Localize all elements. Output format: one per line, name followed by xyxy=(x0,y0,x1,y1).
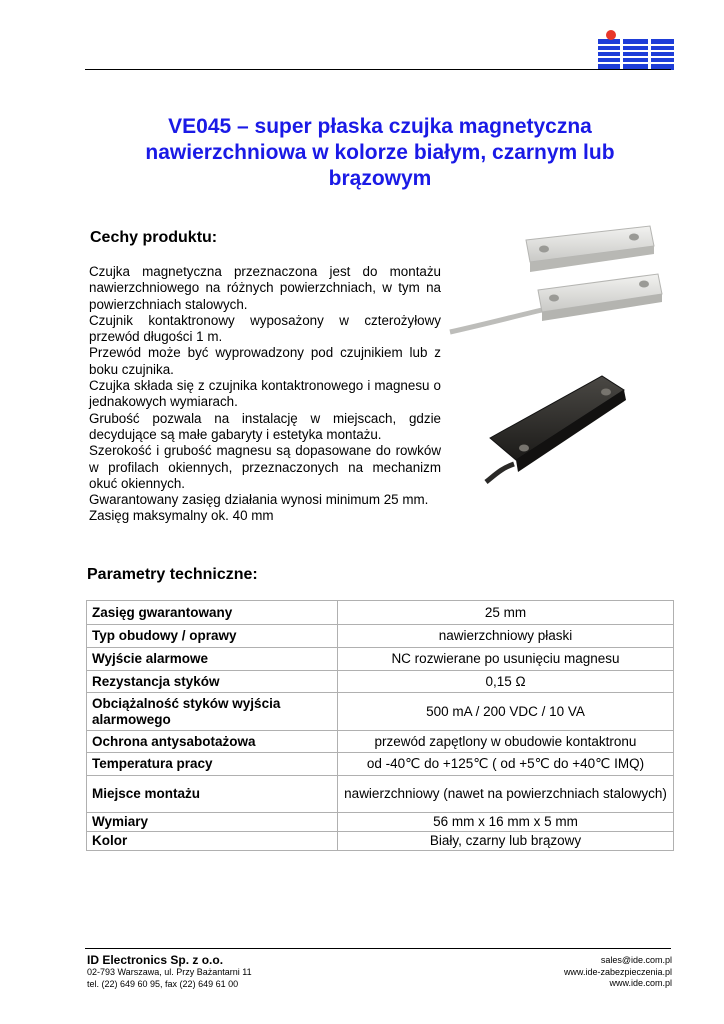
spec-label: Typ obudowy / oprawy xyxy=(87,625,338,648)
footer-website-link[interactable]: www.ide.com.pl xyxy=(609,978,672,988)
white-sensor xyxy=(450,274,662,332)
spec-value: Biały, czarny lub brązowy xyxy=(338,832,674,851)
footer-contact-block xyxy=(564,955,672,990)
footer-email[interactable]: sales@ide.com.pl xyxy=(600,955,672,965)
spec-label: Obciążalność styków wyjścia alarmowego xyxy=(87,693,338,731)
table-row xyxy=(87,601,674,625)
specs-heading: Parametry techniczne: xyxy=(87,566,258,583)
footer-phone: tel. (22) 649 60 95, fax (22) 649 61 00 xyxy=(87,978,239,989)
feature-paragraph: Zasięg maksymalny ok. 40 mm xyxy=(89,508,274,524)
spec-value: 25 mm xyxy=(338,601,674,625)
features-text xyxy=(89,264,441,525)
spec-label: Ochrona antysabotażowa xyxy=(87,731,338,753)
spec-table xyxy=(86,600,674,851)
spec-label: Kolor xyxy=(87,832,338,851)
feature-paragraph: Przewód może być wyprowadzony pod czujnikiem lub z boku czujnika. xyxy=(89,345,441,377)
feature-paragraph: Czujka składa się z czujnika kontaktronowego i magnesu o jednakowych wymiarach. xyxy=(89,378,441,410)
table-row xyxy=(87,625,674,648)
table-row xyxy=(87,832,674,851)
product-photo xyxy=(446,224,684,494)
spec-value: nawierzchniowy płaski xyxy=(338,625,674,648)
footer-address-block xyxy=(87,967,252,990)
table-row xyxy=(87,693,674,731)
feature-paragraph: Czujnik kontaktronowy wyposażony w czterożyłowy przewód długości 1 m. xyxy=(89,312,441,345)
header-divider xyxy=(85,69,671,70)
spec-label: Wyjście alarmowe xyxy=(87,648,338,671)
feature-paragraph: Grubość pozwala na instalację w miejscach, gdzie decydujące są małe gabaryty i estetyka montażu. xyxy=(89,410,441,442)
spec-value: przewód zapętlony w obudowie kontaktronu xyxy=(338,731,674,753)
footer-divider xyxy=(85,948,671,949)
table-row xyxy=(87,753,674,776)
spec-label: Zasięg gwarantowany xyxy=(87,601,338,625)
footer-website-link[interactable]: www.ide-zabezpieczenia.pl xyxy=(563,966,672,977)
spec-value: 56 mm x 16 mm x 5 mm xyxy=(338,813,674,832)
black-sensor xyxy=(486,376,626,482)
spec-value: nawierzchniowy (nawet na powierzchniach stalowych) xyxy=(338,776,674,813)
table-row xyxy=(87,671,674,693)
ide-logo xyxy=(598,30,674,70)
spec-value: 500 mA / 200 VDC / 10 VA xyxy=(338,693,674,731)
table-row xyxy=(87,776,674,813)
spec-label: Temperatura pracy xyxy=(87,753,338,776)
table-row xyxy=(87,813,674,832)
feature-paragraph: Czujka magnetyczna przeznaczona jest do montażu nawierzchniowego na różnych powierzchniach, w tym na powierzchniach stalowych. xyxy=(89,264,441,312)
footer-address: 02-793 Warszawa, ul. Przy Bażantarni 11 xyxy=(87,967,252,977)
spec-label: Miejsce montażu xyxy=(87,776,338,813)
feature-paragraph: Szerokość i grubość magnesu są dopasowane do rowków w profilach okiennych, przeznaczonych na mechanizm okuć okiennych. xyxy=(89,443,441,491)
spec-value: 0,15 Ω xyxy=(338,671,674,693)
table-row xyxy=(87,648,674,671)
feature-paragraph: Gwarantowany zasięg działania wynosi minimum 25 mm. xyxy=(89,492,429,508)
table-row xyxy=(87,731,674,753)
spec-label: Wymiary xyxy=(87,813,338,832)
spec-label: Rezystancja styków xyxy=(87,671,338,693)
page-title: VE045 – super płaska czujka magnetyczna nawierzchniowa w kolorze białym, czarnym lub brązowym xyxy=(145,115,615,190)
spec-value: NC rozwierane po usunięciu magnesu xyxy=(338,648,674,671)
features-heading: Cechy produktu: xyxy=(90,229,218,246)
white-magnet xyxy=(526,226,654,272)
footer-company: ID Electronics Sp. z o.o. xyxy=(87,953,224,967)
spec-value: od -40℃ do +125℃ ( od +5℃ do +40℃ IMQ) xyxy=(338,753,674,776)
